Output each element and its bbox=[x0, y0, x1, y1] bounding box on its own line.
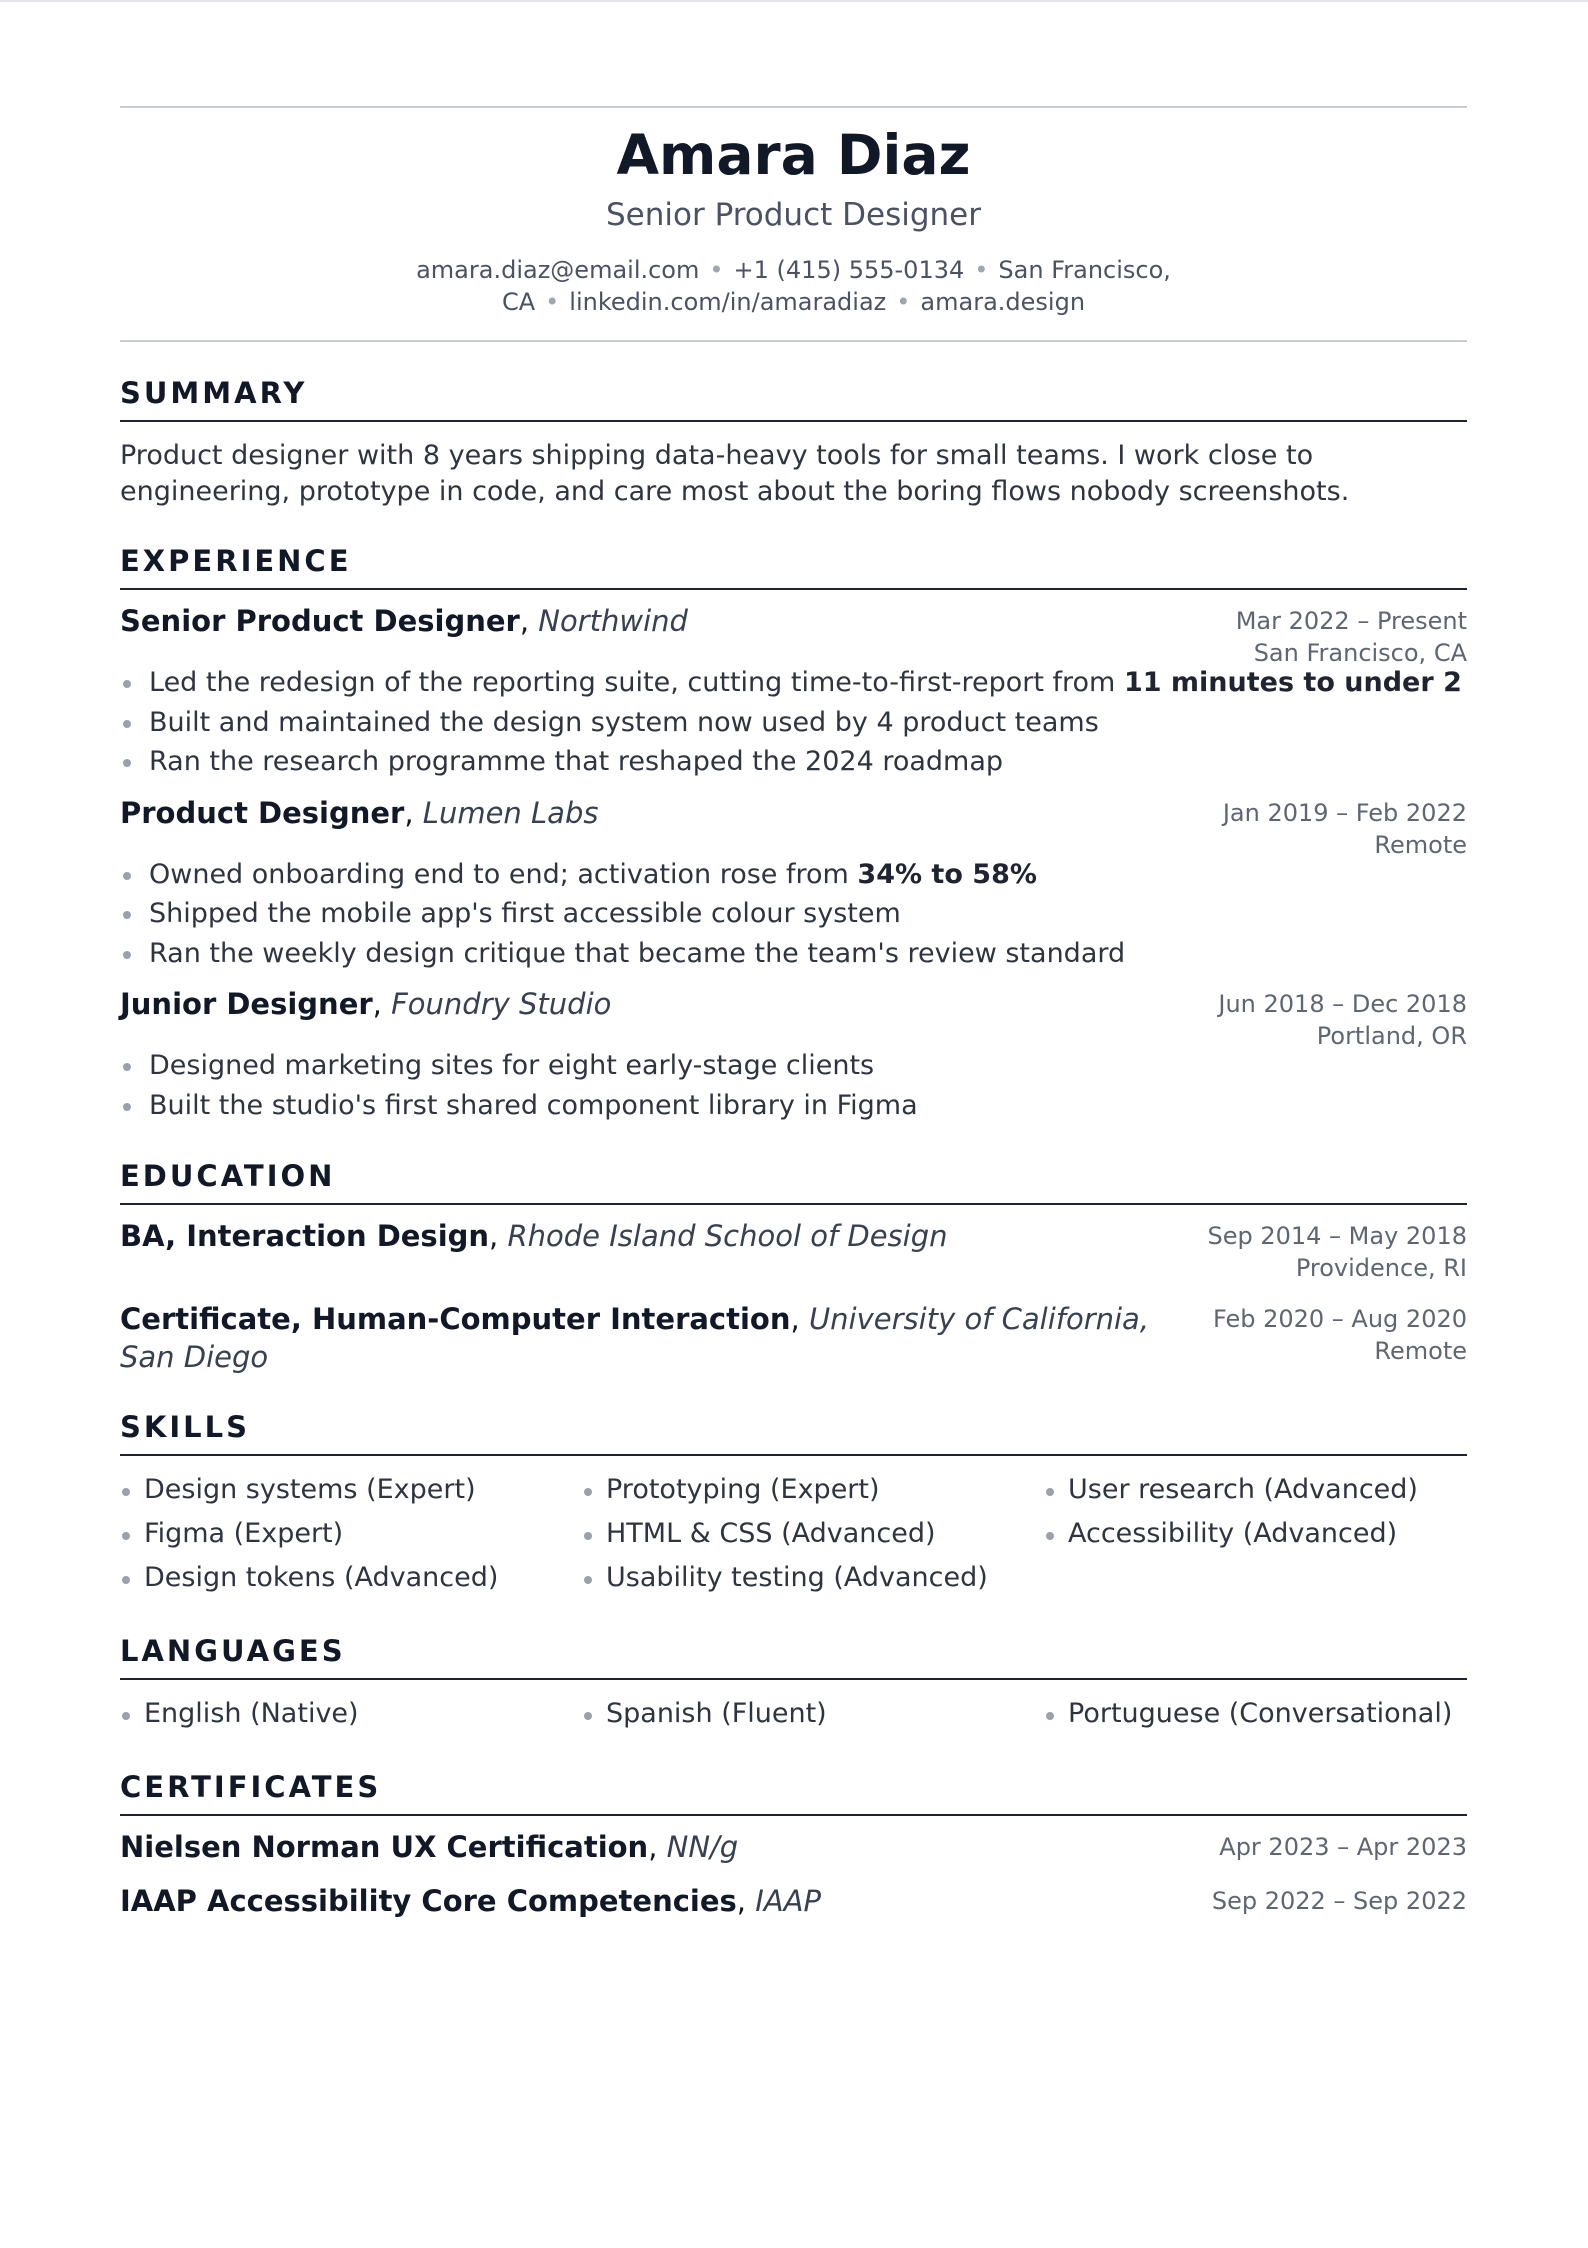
education-school: University of California, San Diego bbox=[120, 1302, 1150, 1374]
bullet-item bbox=[120, 1086, 1467, 1126]
education-heading bbox=[120, 1217, 948, 1255]
job-heading bbox=[120, 794, 598, 832]
section-title: LANGUAGES bbox=[120, 1634, 1467, 1680]
skills-section bbox=[120, 1410, 1467, 1600]
job-heading bbox=[120, 985, 611, 1023]
education-school: Rhode Island School of Design bbox=[507, 1219, 948, 1253]
bullet-item bbox=[120, 934, 1467, 974]
resume-header bbox=[120, 106, 1467, 342]
bullet-text: Built the studio's first shared component library in Figma bbox=[149, 1089, 918, 1121]
certificate-issuer: IAAP bbox=[755, 1884, 821, 1918]
separator-dot: • bbox=[974, 256, 989, 284]
language-item: Spanish (Fluent) bbox=[582, 1692, 1044, 1736]
bullet-emphasis: 11 minutes to under 2 bbox=[1123, 667, 1462, 698]
job-role: Senior Product Designer bbox=[120, 604, 520, 638]
contact-linkedin[interactable]: linkedin.com/in/amaradiaz bbox=[569, 288, 887, 316]
bullet-text: Ran the weekly design critique that became the team's review standard bbox=[149, 937, 1126, 969]
experience-section bbox=[120, 544, 1467, 1125]
summary-section bbox=[120, 376, 1467, 510]
skill-item: Design tokens (Advanced) bbox=[120, 1556, 582, 1600]
skill-item: HTML & CSS (Advanced) bbox=[582, 1512, 1044, 1556]
section-title: EDUCATION bbox=[120, 1159, 1467, 1205]
job-meta bbox=[1223, 794, 1467, 861]
contact-website[interactable]: amara.design bbox=[920, 288, 1086, 316]
experience-entry bbox=[120, 985, 1467, 1125]
job-location: Remote bbox=[1374, 830, 1467, 859]
heading-separator: , bbox=[372, 987, 392, 1021]
skill-item: Design systems (Expert) bbox=[120, 1468, 582, 1512]
job-role: Product Designer bbox=[120, 795, 405, 830]
job-heading bbox=[120, 602, 688, 640]
contact-line bbox=[394, 254, 1194, 318]
job-dates: Jan 2019 – Feb 2022 bbox=[1222, 798, 1467, 827]
skills-list bbox=[120, 1468, 1467, 1600]
job-company: Foundry Studio bbox=[391, 987, 612, 1021]
skill-item: Usability testing (Advanced) bbox=[582, 1556, 1044, 1600]
education-entry bbox=[120, 1217, 1467, 1284]
job-dates: Mar 2022 – Present bbox=[1235, 607, 1467, 635]
bullet-item bbox=[120, 1046, 1467, 1086]
skill-item: Prototyping (Expert) bbox=[582, 1468, 1044, 1512]
contact-phone[interactable]: +1 (415) 555-0134 bbox=[733, 256, 965, 284]
education-entry bbox=[120, 1300, 1467, 1376]
job-meta bbox=[1218, 985, 1467, 1052]
experience-entry bbox=[120, 794, 1467, 974]
education-dates: Sep 2014 – May 2018 bbox=[1207, 1222, 1467, 1250]
bullet-text: Led the redesign of the reporting suite, cutting time-to-first-report from bbox=[149, 667, 1124, 698]
candidate-name: Amara Diaz bbox=[616, 123, 971, 187]
education-degree: BA, Interaction Design bbox=[120, 1219, 490, 1253]
bullet-text: Shipped the mobile app's first accessible colour system bbox=[149, 898, 901, 929]
separator-dot: • bbox=[709, 256, 724, 284]
job-bullets bbox=[120, 855, 1467, 974]
education-meta bbox=[1207, 1217, 1467, 1284]
bullet-item bbox=[120, 703, 1467, 743]
section-title: CERTIFICATES bbox=[120, 1770, 1467, 1816]
bullet-emphasis: 34% to 58% bbox=[857, 858, 1037, 890]
bullet-item bbox=[120, 663, 1467, 703]
language-item: English (Native) bbox=[120, 1692, 582, 1736]
job-company: Northwind bbox=[538, 604, 688, 638]
education-heading bbox=[120, 1300, 1170, 1376]
education-degree: Certificate, Human-Computer Interaction bbox=[120, 1302, 791, 1336]
job-role: Junior Designer bbox=[120, 987, 373, 1021]
skill-item: Figma (Expert) bbox=[120, 1512, 582, 1556]
certificates-section bbox=[120, 1770, 1467, 1920]
bullet-text: Designed marketing sites for eight early-stage clients bbox=[149, 1050, 875, 1081]
education-meta bbox=[1213, 1300, 1467, 1367]
education-location: Remote bbox=[1374, 1337, 1467, 1365]
job-dates: Jun 2018 – Dec 2018 bbox=[1218, 990, 1467, 1018]
section-title: SUMMARY bbox=[120, 376, 1467, 422]
languages-section bbox=[120, 1634, 1467, 1736]
skill-item: User research (Advanced) bbox=[1044, 1468, 1467, 1512]
job-bullets bbox=[120, 663, 1467, 782]
section-title: EXPERIENCE bbox=[120, 544, 1467, 590]
heading-separator: , bbox=[648, 1830, 667, 1864]
certificate-heading bbox=[120, 1828, 738, 1866]
education-section bbox=[120, 1159, 1467, 1376]
bullet-text: Ran the research programme that reshaped the 2024 roadmap bbox=[149, 746, 1004, 777]
contact-location: San Francisco, CA bbox=[501, 256, 1171, 316]
job-bullets bbox=[120, 1046, 1467, 1125]
heading-separator: , bbox=[519, 604, 539, 638]
separator-dot: • bbox=[896, 288, 911, 316]
language-item: Portuguese (Conversational) bbox=[1044, 1692, 1467, 1736]
heading-separator: , bbox=[489, 1219, 508, 1253]
page-top-border bbox=[0, 0, 1588, 2]
certificate-heading bbox=[120, 1882, 821, 1920]
job-location: Portland, OR bbox=[1316, 1022, 1467, 1050]
experience-entry bbox=[120, 602, 1467, 782]
heading-separator: , bbox=[404, 795, 423, 830]
certificate-name: Nielsen Norman UX Certification bbox=[120, 1830, 649, 1864]
certificate-dates: Sep 2022 – Sep 2022 bbox=[1211, 1887, 1467, 1915]
bullet-item bbox=[120, 855, 1467, 895]
job-company: Lumen Labs bbox=[422, 795, 599, 830]
candidate-role: Senior Product Designer bbox=[606, 197, 981, 233]
bullet-text: Built and maintained the design system now used by 4 product teams bbox=[149, 706, 1099, 738]
job-location: San Francisco, CA bbox=[1253, 639, 1467, 667]
skill-item: Accessibility (Advanced) bbox=[1044, 1512, 1467, 1556]
certificate-dates: Apr 2023 – Apr 2023 bbox=[1219, 1833, 1467, 1861]
bullet-text: Owned onboarding end to end; activation rose from bbox=[149, 858, 858, 890]
separator-dot: • bbox=[545, 288, 560, 316]
bullet-item bbox=[120, 742, 1467, 782]
education-dates: Feb 2020 – Aug 2020 bbox=[1212, 1305, 1467, 1333]
certificate-entry bbox=[120, 1882, 1467, 1920]
heading-separator: , bbox=[790, 1302, 809, 1336]
heading-separator: , bbox=[736, 1884, 756, 1918]
summary-text: Product designer with 8 years shipping data-heavy tools for small teams. I work close to engineering, prototype in code, and care most about the boring flows nobody screenshots. bbox=[120, 440, 1350, 507]
certificate-name: IAAP Accessibility Core Competencies bbox=[120, 1884, 737, 1918]
bullet-item bbox=[120, 894, 1467, 934]
certificate-entry bbox=[120, 1828, 1467, 1866]
education-location: Providence, RI bbox=[1295, 1254, 1467, 1282]
resume-page bbox=[120, 106, 1467, 1920]
job-meta bbox=[1236, 602, 1467, 669]
section-title: SKILLS bbox=[120, 1410, 1467, 1456]
certificate-issuer: NN/g bbox=[666, 1830, 739, 1864]
languages-list bbox=[120, 1692, 1467, 1736]
contact-email[interactable]: amara.diaz@email.com bbox=[416, 256, 700, 284]
